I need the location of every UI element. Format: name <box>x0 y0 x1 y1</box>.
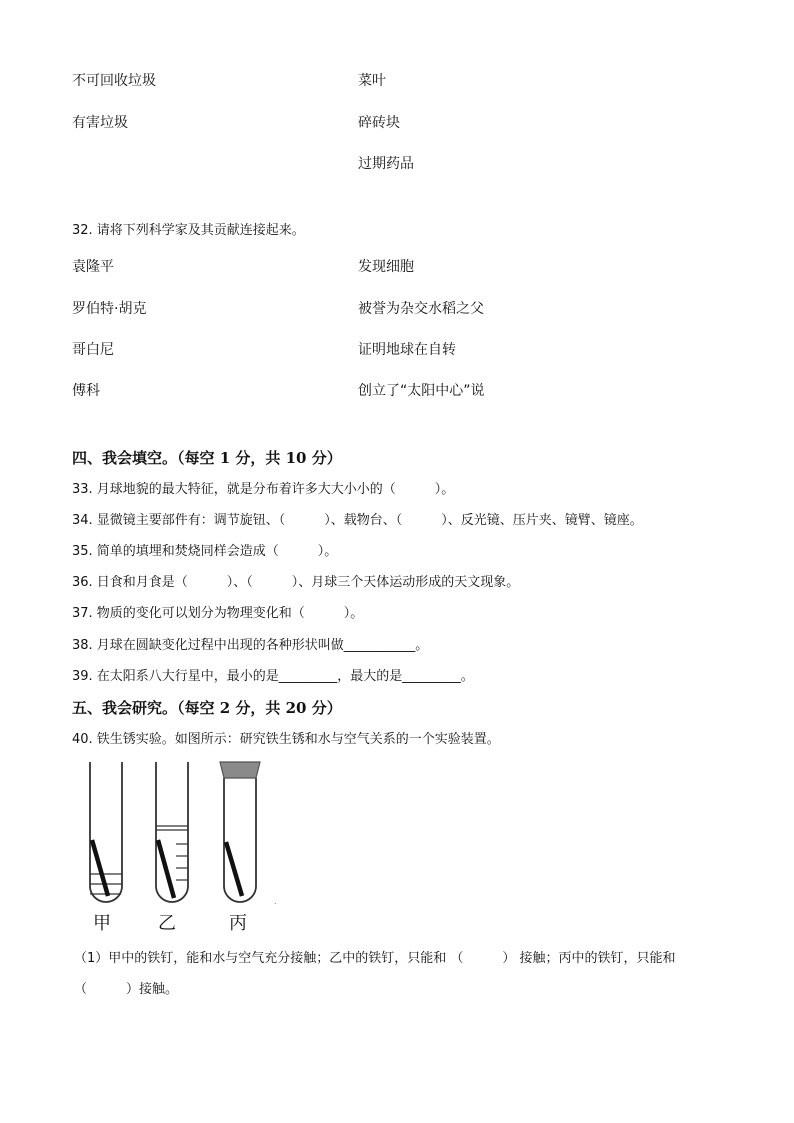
test-tube-bing <box>220 762 260 902</box>
rust-experiment-diagram <box>80 758 290 908</box>
q39: 39. 在太阳系八大行星中，最小的是_________，最大的是_________。 <box>72 669 474 684</box>
q32-left-item-1: 袁隆平 <box>72 259 114 275</box>
sorting-right-item-1: 菜叶 <box>358 73 386 89</box>
q38: 38. 月球在圆缺变化过程中出现的各种形状叫做___________。 <box>72 638 429 653</box>
svg-text:.: . <box>274 897 277 906</box>
q32-prompt: 32. 请将下列科学家及其贡献连接起来。 <box>72 223 305 238</box>
sorting-left-item-2: 有害垃圾 <box>72 115 128 131</box>
q40-sub1-line1: （1）甲中的铁钉，能和水与空气充分接触；乙中的铁钉，只能和 （ ） 接触；丙中的铁钉，只能和 <box>74 951 676 966</box>
rubber-stopper <box>220 762 260 778</box>
q32-right-item-3: 证明地球在自转 <box>358 342 456 358</box>
q32-right-item-4: 创立了“太阳中心”说 <box>358 383 485 399</box>
q32-left-item-4: 傅科 <box>72 383 100 399</box>
q34: 34. 显微镜主要部件有：调节旋钮、（ ）、载物台、（ ）、反光镜、压片夹、镜臂、镜座。 <box>72 513 643 528</box>
tube-label-bing: 丙 <box>229 913 247 934</box>
sorting-left-item-1: 不可回收垃圾 <box>72 73 156 89</box>
test-tube-jia <box>90 762 122 902</box>
iron-nail <box>92 840 108 896</box>
q37: 37. 物质的变化可以划分为物理变化和（ ）。 <box>72 606 364 621</box>
q40-prompt: 40. 铁生锈实验。如图所示：研究铁生锈和水与空气关系的一个实验装置。 <box>72 732 500 747</box>
test-tube-yi <box>156 762 188 902</box>
iron-nail <box>158 840 174 898</box>
q32-left-item-3: 哥白尼 <box>72 342 114 358</box>
q40-sub1-line2: （ ）接触。 <box>74 982 179 997</box>
q33: 33. 月球地貌的最大特征，就是分布着许多大大小小的（ ）。 <box>72 482 455 497</box>
sorting-right-item-2: 碎砖块 <box>358 115 400 131</box>
q32-left-item-2: 罗伯特·胡克 <box>72 301 147 317</box>
q32-right-item-1: 发现细胞 <box>358 259 414 275</box>
sorting-right-item-3: 过期药品 <box>358 156 414 172</box>
tube-label-yi: 乙 <box>158 913 176 934</box>
iron-nail <box>226 842 242 896</box>
tube-label-jia: 甲 <box>93 913 111 934</box>
section4-heading: 四、我会填空。（每空 1 分，共 10 分） <box>72 449 342 467</box>
q32-right-item-2: 被誉为杂交水稻之父 <box>358 301 484 317</box>
section5-heading: 五、我会研究。（每空 2 分，共 20 分） <box>72 699 342 717</box>
q35: 35. 简单的填埋和焚烧同样会造成（ ）。 <box>72 544 338 559</box>
q36: 36. 日食和月食是（ ）、（ ）、月球三个天体运动形成的天文现象。 <box>72 575 520 590</box>
